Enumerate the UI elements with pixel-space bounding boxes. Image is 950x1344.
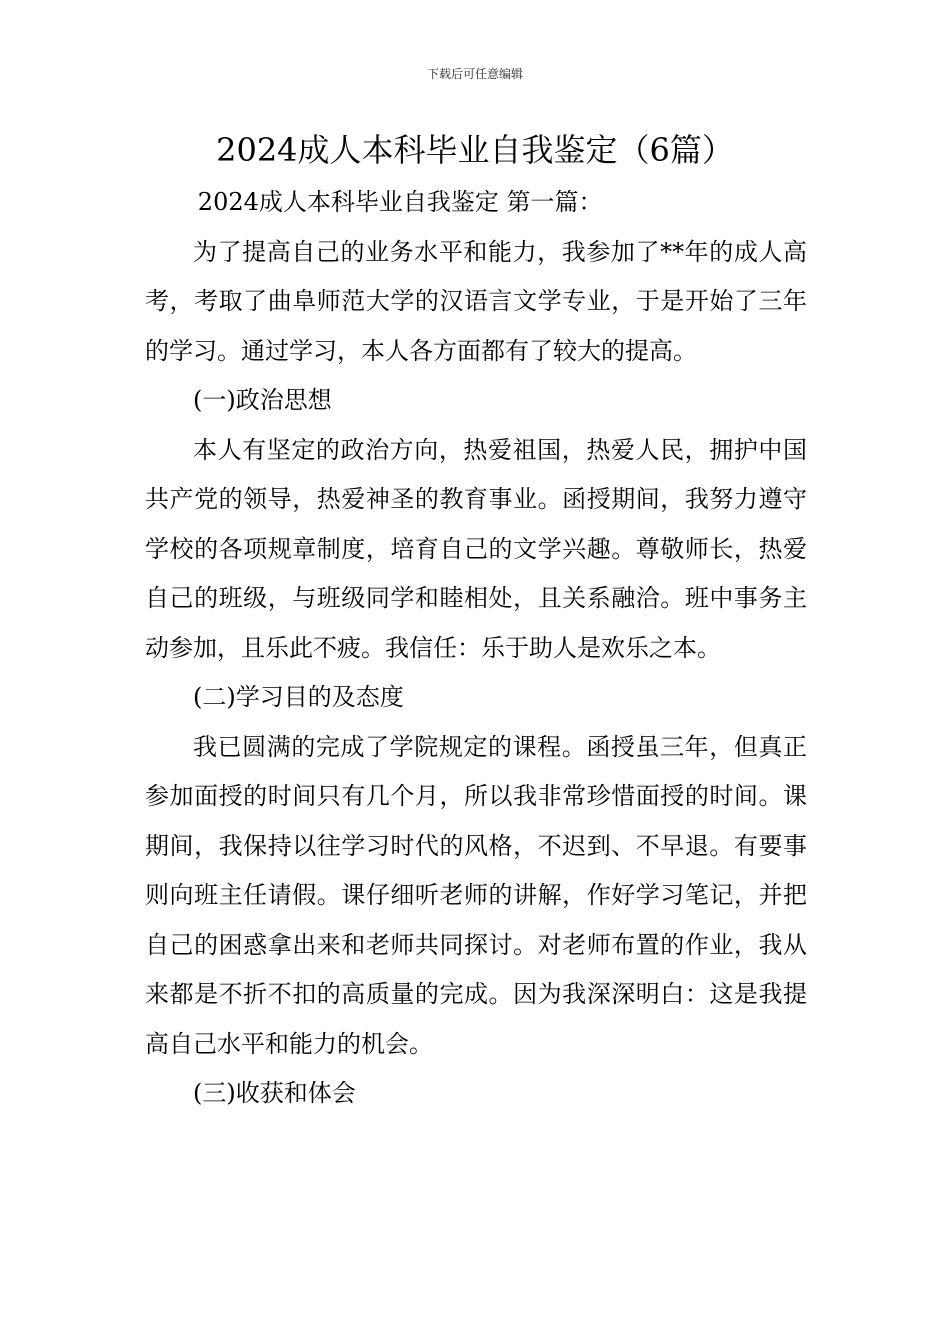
paragraph-study: 我已圆满的完成了学院规定的课程。函授虽三年，但真正参加面授的时间只有几个月，所以我非常珍惜面授的时间。课期间，我保持以往学习时代的风格，不迟到、不早退。有要事则向班主任请假。课仔细听老师的讲解，作好学习笔记，并把自己的困惑拿出来和老师共同探讨。对老师布置的作业，我从来都是不折不扣的高质量的完成。因为我深深明白：这是我提高自己水平和能力的机会。 (145, 732, 807, 1058)
paragraph-politics: 本人有坚定的政治方向，热爱祖国，热爱人民，拥护中国共产党的领导，热爱神圣的教育事业。函授期间，我努力遵守学校的各项规章制度，培育自己的文学兴趣。尊敬师长，热爱自己的班级，与班级同学和睦相处，且关系融洽。班中事务主动参加，且乐此不疲。我信任：乐于助人是欢乐之本。 (145, 435, 807, 662)
document-title: 2024成人本科毕业自我鉴定（6篇） (216, 131, 734, 169)
section-subtitle: 2024成人本科毕业自我鉴定 第一篇： (197, 188, 603, 216)
section-heading-gains: (三)收获和体会 (193, 1079, 356, 1107)
section-heading-politics: (一)政治思想 (193, 386, 332, 414)
header-note: 下载后可任意编辑 (426, 67, 523, 81)
section-heading-study: (二)学习目的及态度 (193, 683, 404, 711)
document-body (145, 178, 807, 1119)
paragraph-intro: 为了提高自己的业务水平和能力，我参加了**年的成人高考，考取了曲阜师范大学的汉语言文学专业，于是开始了三年的学习。通过学习，本人各方面都有了较大的提高。 (145, 237, 807, 365)
